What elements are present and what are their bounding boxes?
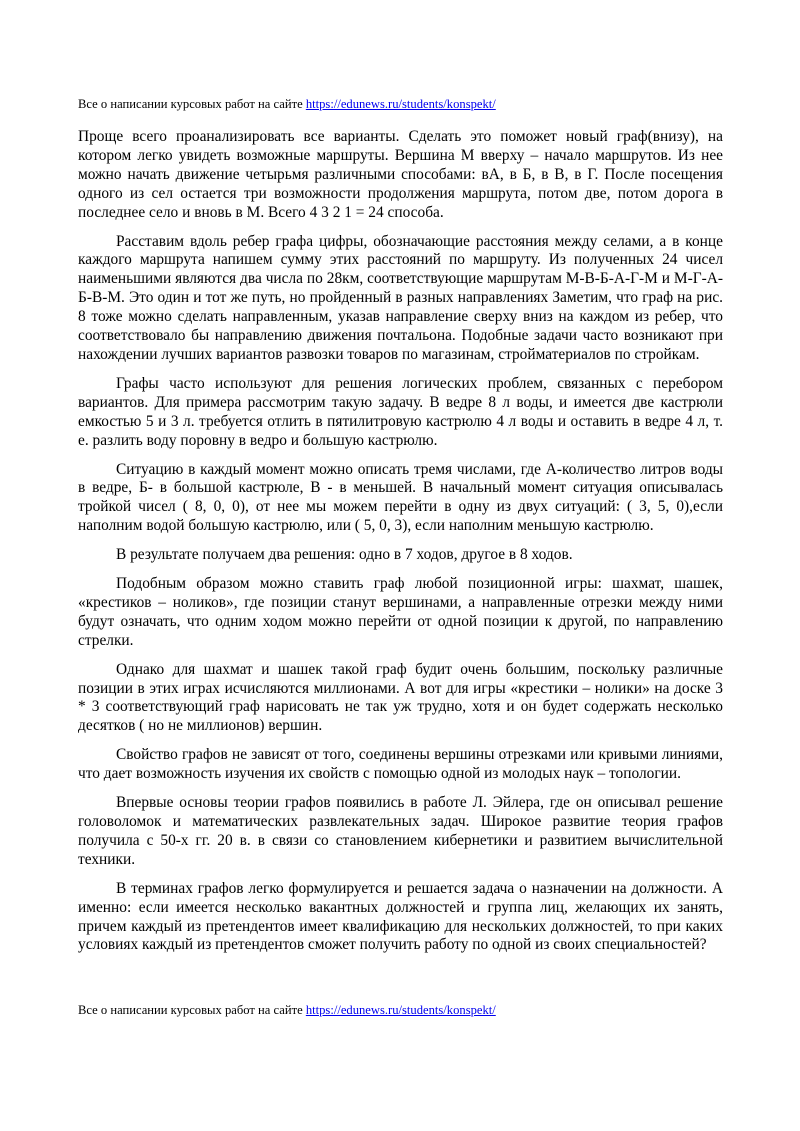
paragraph: Подобным образом можно ставить граф любой позиционной игры: шахмат, шашек, «крестиков – ноликов», где позиции станут вершинами, а направленные отрезки между ними будут означать, что одним ходом можно перейти от одной позиции к другой, по направлению стрелки. — [78, 575, 723, 649]
paragraph: Свойство графов не зависят от того, соединены вершины отрезками или кривыми линиями, что дает возможность изучения их свойств с помощью одной из молодых наук – топологии. — [78, 746, 723, 783]
paragraph: Впервые основы теории графов появились в работе Л. Эйлера, где он описывал решение головоломок и математических развлекательных задач. Широкое развитие теория графов получила с 50-х гг. 20 в. в связи со становлением кибернетики и развитием вычислительной техники. — [78, 794, 723, 868]
document-body — [78, 128, 723, 965]
paragraph: Проще всего проанализировать все варианты. Сделать это поможет новый граф(внизу), на котором легко увидеть возможные маршруты. Вершина М вверху – начало маршрутов. Из нее можно начать движение четырьмя различными способами: вА, в Б, в В, в Г. После посещения одного из сел остается три возможности продолжения маршрута, потом две, потом дорога в последнее село и вновь в М. Всего 4 3 2 1 = 24 способа. — [78, 128, 723, 221]
paragraph: Расставим вдоль ребер графа цифры, обозначающие расстояния между селами, а в конце каждого маршрута напишем сумму этих расстояний по маршруту. Из полученных 24 чисел наименьшими являются два числа по 28км, соответствующие маршрутам М-В-Б-А-Г-М и М-Г-А-Б-В-М. Это один и тот же путь, но пройденный в разных направлениях Заметим, что граф на рис. 8 тоже можно сделать направленным, указав направление сверху вниз на каждом из ребер, что соответствовало бы направлению движения почтальона. Подобные задачи часто возникают при нахождении лучших вариантов развозки товаров по магазинам, стройматериалов по стройкам. — [78, 232, 723, 363]
header-link[interactable]: https://edunews.ru/students/konspekt/ — [305, 97, 496, 111]
document-page — [78, 0, 723, 1131]
page-header — [78, 97, 496, 112]
paragraph: Однако для шахмат и шашек такой граф будит очень большим, поскольку различные позиции в этих играх исчисляются миллионами. А вот для игры «крестики – нолики» на доске 3 * 3 соответствующий граф нарисовать не так уж трудно, хотя и он будет содержать несколько десятков ( но не миллионов) вершин. — [78, 660, 723, 735]
paragraph: Ситуацию в каждый момент можно описать тремя числами, где А-количество литров воды в ведре, Б- в большой кастрюле, В - в меньшей. В начальный момент ситуация описывалась тройкой чисел ( 8, 0, 0), от нее мы можем перейти в одну из двух ситуаций: ( 3, 5, 0),если наполним водой большую кастрюлю, или ( 5, 0, 3), если наполним меньшую кастрюлю. — [78, 460, 723, 535]
paragraph: Графы часто используют для решения логических проблем, связанных с перебором вариантов. Для примера рассмотрим такую задачу. В ведре 8 л воды, и имеется две кастрюли емкостью 5 и 3 л. требуется отлить в пятилитровую кастрюлю 4 л воды и оставить в ведре 4 л, т. е. разлить воду поровну в ведро и большую кастрюлю. — [78, 374, 723, 449]
page-footer — [78, 1003, 496, 1018]
paragraph: В терминах графов легко формулируется и решается задача о назначении на должности. А именно: если имеется несколько вакантных должностей и группа лиц, желающих их занять, причем каждый из претендентов имеет квалификацию для нескольких должностей, то при каких условиях каждый из претендентов сможет получить работу по одной из своих специальностей? — [78, 879, 723, 954]
paragraph: В результате получаем два решения: одно в 7 ходов, другое в 8 ходов. — [116, 546, 573, 564]
footer-text: Все о написании курсовых работ на сайте — [78, 1003, 306, 1017]
header-text: Все о написании курсовых работ на сайте — [78, 97, 306, 111]
footer-link[interactable]: https://edunews.ru/students/konspekt/ — [305, 1003, 496, 1017]
